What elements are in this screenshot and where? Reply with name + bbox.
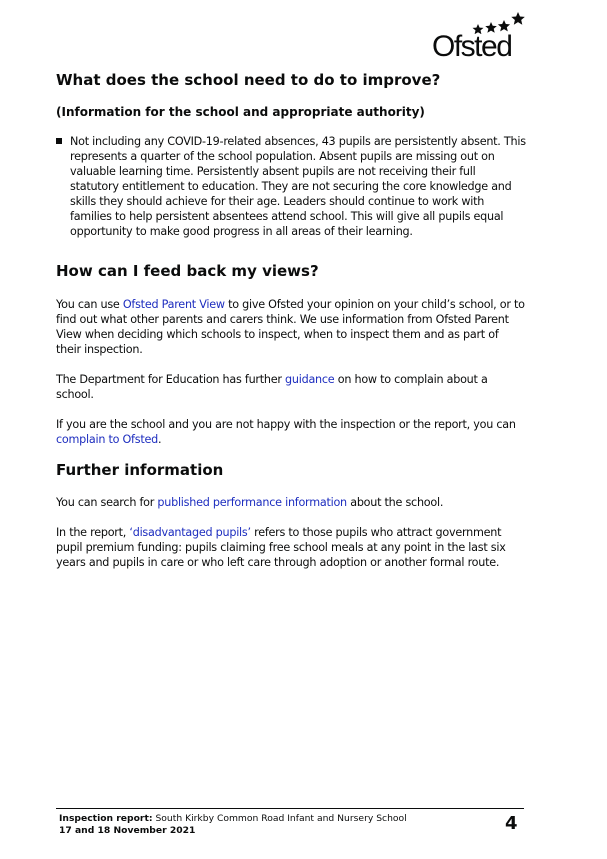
published-performance-link[interactable]: published performance information <box>157 496 347 509</box>
page-number: 4 <box>505 813 518 834</box>
footer-report-line <box>59 813 407 825</box>
footer-school-name: South Kirkby Common Road Infant and Nursery School <box>152 813 407 824</box>
list-item <box>56 134 526 239</box>
footer-dates-text: 17 and 18 November 2021 <box>59 825 196 836</box>
text: to give Ofsted your opinion on your child’s school, or to find out what other parents and carers think. We use information from Ofsted Parent View when deciding which schools to inspect, when to inspect them and as part of their inspection. <box>56 298 525 356</box>
footer-label: Inspection report: <box>59 813 153 824</box>
ofsted-logo <box>432 12 528 62</box>
ofsted-parent-view-link[interactable]: Ofsted Parent View <box>122 298 225 311</box>
text: refers to those pupils who attract government pupil premium funding: pupils claiming free school meals at any point in the last six years and pupils in care or who left care through adoption or another formal route. <box>56 526 506 569</box>
text: In the report, <box>56 526 130 539</box>
text: about the school. <box>346 496 444 509</box>
text: on how to complain about a school. <box>56 373 488 401</box>
text: . <box>157 433 162 446</box>
section-heading-improve: What does the school need to do to improve? <box>56 71 441 89</box>
bullet-text: Not including any COVID-19-related absences, 43 pupils are persistently absent. This represents a quarter of the school population. Absent pupils are missing out on valuable learning time. Persistently absent pupils are not receiving their full statutory entitlement to education. They are not securing the core knowledge and skills they should achieve for their age. Leaders should continue to work with families to help persistent absentees attend school. This will give all pupils equal opportunity to make good progress in all areas of their learning. <box>70 135 526 238</box>
text: The Department for Education has further <box>56 373 286 386</box>
section-heading-feedback: How can I feed back my views? <box>56 262 319 280</box>
paragraph-disadvantaged <box>56 525 526 570</box>
improvement-list <box>56 134 526 239</box>
ofsted-wordmark: Ofsted <box>432 30 512 63</box>
footer-dates <box>59 825 407 837</box>
guidance-link[interactable]: guidance <box>285 373 335 386</box>
disadvantaged-pupils-link[interactable]: ‘disadvantaged pupils’ <box>129 526 251 539</box>
text: You can search for <box>56 496 158 509</box>
section-subheading: (Information for the school and appropriate authority) <box>56 105 425 119</box>
paragraph-performance <box>56 495 526 510</box>
section-heading-further-information: Further information <box>56 461 224 479</box>
square-bullet-icon <box>56 138 62 144</box>
main-content <box>56 70 526 570</box>
paragraph-parent-view <box>56 297 526 357</box>
text: You can use <box>56 298 123 311</box>
text: If you are the school and you are not happy with the inspection or the report, you can <box>56 418 516 431</box>
paragraph-guidance <box>56 372 526 402</box>
complain-to-ofsted-link[interactable]: complain to Ofsted <box>56 433 158 446</box>
footer-divider <box>56 808 524 809</box>
footer <box>59 813 407 837</box>
paragraph-complain <box>56 417 526 447</box>
